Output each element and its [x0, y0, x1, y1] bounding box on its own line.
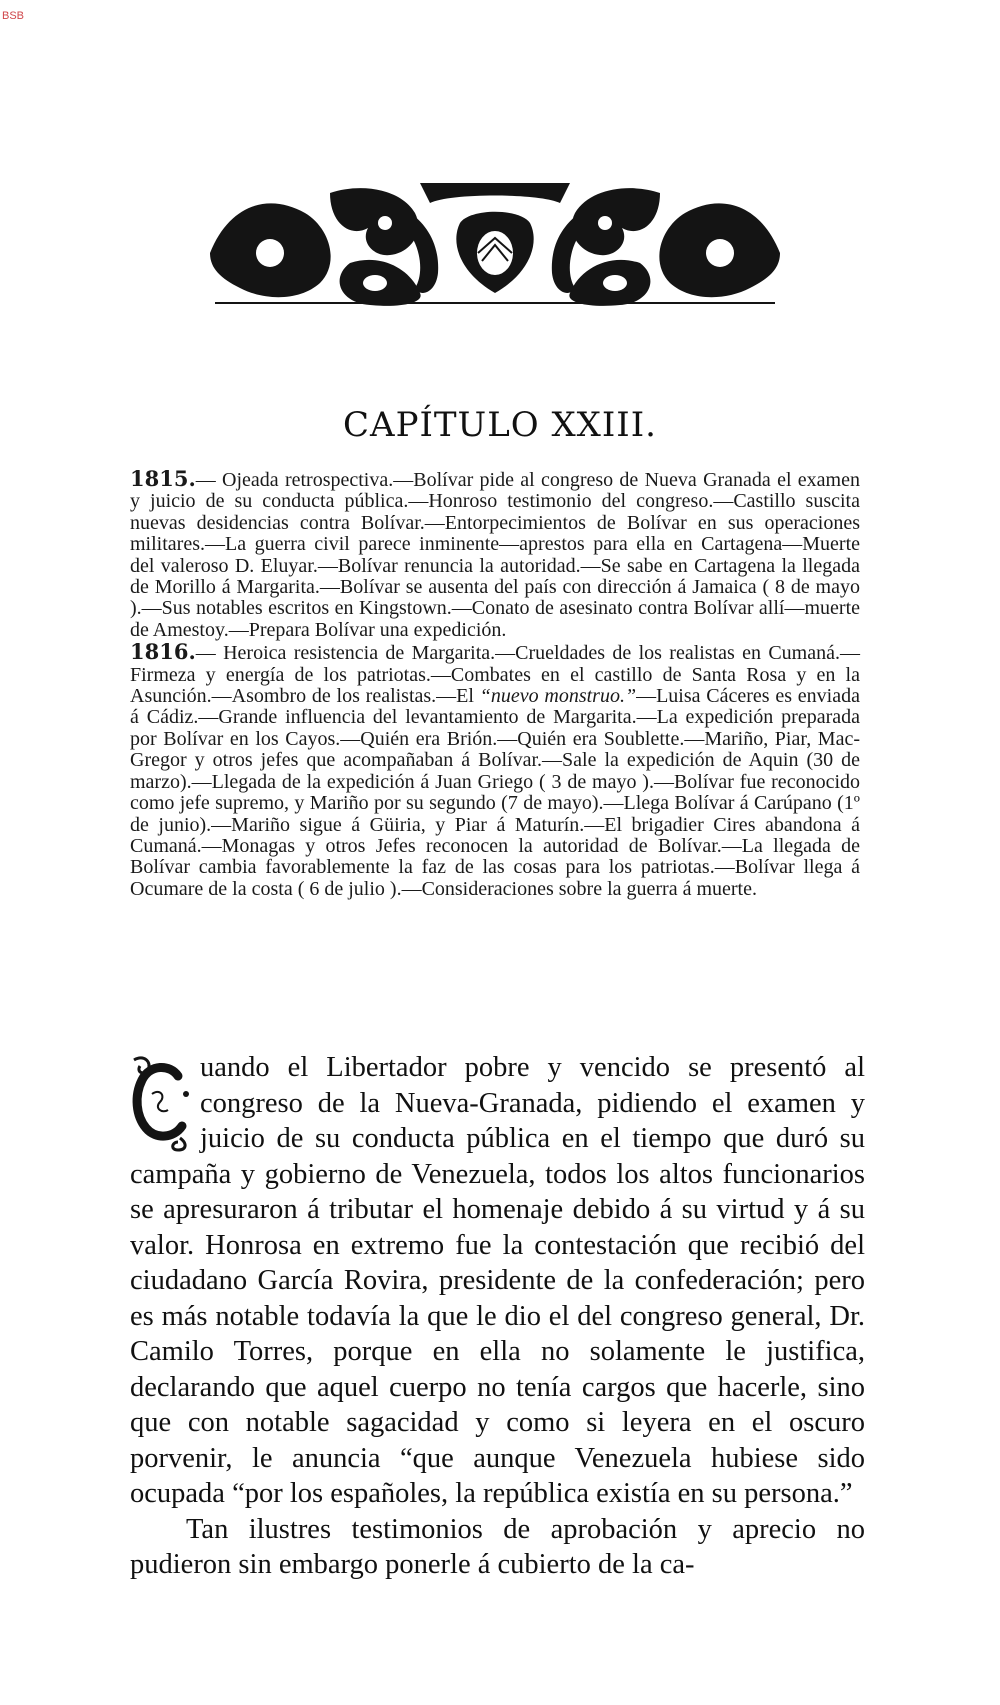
body-paragraph-1: [130, 1050, 865, 1512]
summary-text: — Ojeada retrospectiva.—Bolívar pide al congreso de Nueva Granada el examen y juicio de su conducta pública.—Honroso testimonio del congreso.—Castillo suscita nuevas desidencias contra Bolívar.—Entorpecimientos de Bolívar en sus operaciones militares.—La guerra civil parece inminente—aprestos para ella en Cartagena—Muerte del valeroso D. Eluyar.—Bolívar renuncia la autoridad.—Se sabe en Cartagena la llegada de Morillo á Margarita.—Bolívar se ausenta del país con dirección á Jamaica ( 8 de mayo ).—Sus notables escritos en Kingstown.—Conato de asesinato contra Bolívar allí—muerte de Amestoy.—Prepara Bolívar una expedición.: [130, 469, 860, 641]
summary-entry-1816: [130, 641, 860, 900]
chapter-title: CAPÍTULO XXIII.: [343, 405, 657, 445]
body-paragraph-1-text: uando el Libertador pobre y vencido se presentó al congreso de la Nueva-Granada, pidiendo el examen y juicio de su conducta pública en el tiempo que duró su campaña y gobierno de Venezuela, todos los altos funcionarios se apresuraron á tributar el homenaje debido á su virtud y á su valor. Honrosa en extremo fue la contestación que recibió del ciudadano García Rovira, presidente de la confederación; pero es más notable todavía la que le dio el del congreso general, Dr. Camilo Torres, porque en ella no solamente le justifica, declarando que aquel cuerpo no tenía cargos que hacerle, sino que con notable sagacidad y como si leyera en el oscuro porvenir, le anuncia “que aunque Venezuela hubiese sido ocupada “por los españoles, la república existía en su persona.”: [130, 1052, 865, 1509]
summary-text: —Luisa Cáceres es enviada á Cádiz.—Grande influencia del levantamiento de Margarita.—La expedición preparada por Bolívar en los Cayos.—Quién era Brión.—Quién era Soublette.—Mariño, Piar, Mac-Gregor y otros jefes que acompañaban á Bolívar.—Sale la expedición de Aquin (30 de marzo).—Llegada de la expedición á Juan Griego ( 3 de mayo ).—Bolívar fue reconocido como jefe supremo, y Mariño por su segundo (7 de mayo).—Llega Bolívar á Carúpano (1º de junio).—Mariño sigue á Güiria, y Piar á Maturín.—El brigadier Cires abandona á Cumaná.—Monagas y otros Jefes reconocen la autoridad de Bolívar.—La llegada de Bolívar cambia favorablemente la faz de las cosas para los patriotas.—Bolívar llega á Ocumare de la costa ( 6 de julio ).—Consideraciones sobre la guerra á muerte.: [130, 685, 860, 900]
summary-year: 1815.: [130, 466, 196, 491]
summary-italic-quote: “nuevo monstruo.”: [479, 685, 637, 708]
ornamental-drop-cap-c-icon: [130, 1054, 192, 1152]
library-watermark: BSB: [2, 10, 25, 22]
summary-entry-1815: [130, 468, 860, 641]
body-paragraph-2: Tan ilustres testimonios de aprobación y aprecio no pudieron sin embargo ponerle á cubierto de la ca-: [130, 1513, 865, 1580]
summary-year: 1816.: [130, 639, 196, 665]
chapter-summary: [130, 468, 860, 900]
summary-text: — Heroica resistencia de Margarita.—Crueldades de los realistas en Cumaná.—Firmeza y energía de los patriotas.—Combates en el castillo de Santa Rosa y en la Asunción.—Asombro de los realistas.—El: [130, 642, 860, 708]
chapter-body: [130, 1050, 865, 1583]
decorative-headpiece-ornament: [210, 183, 780, 308]
